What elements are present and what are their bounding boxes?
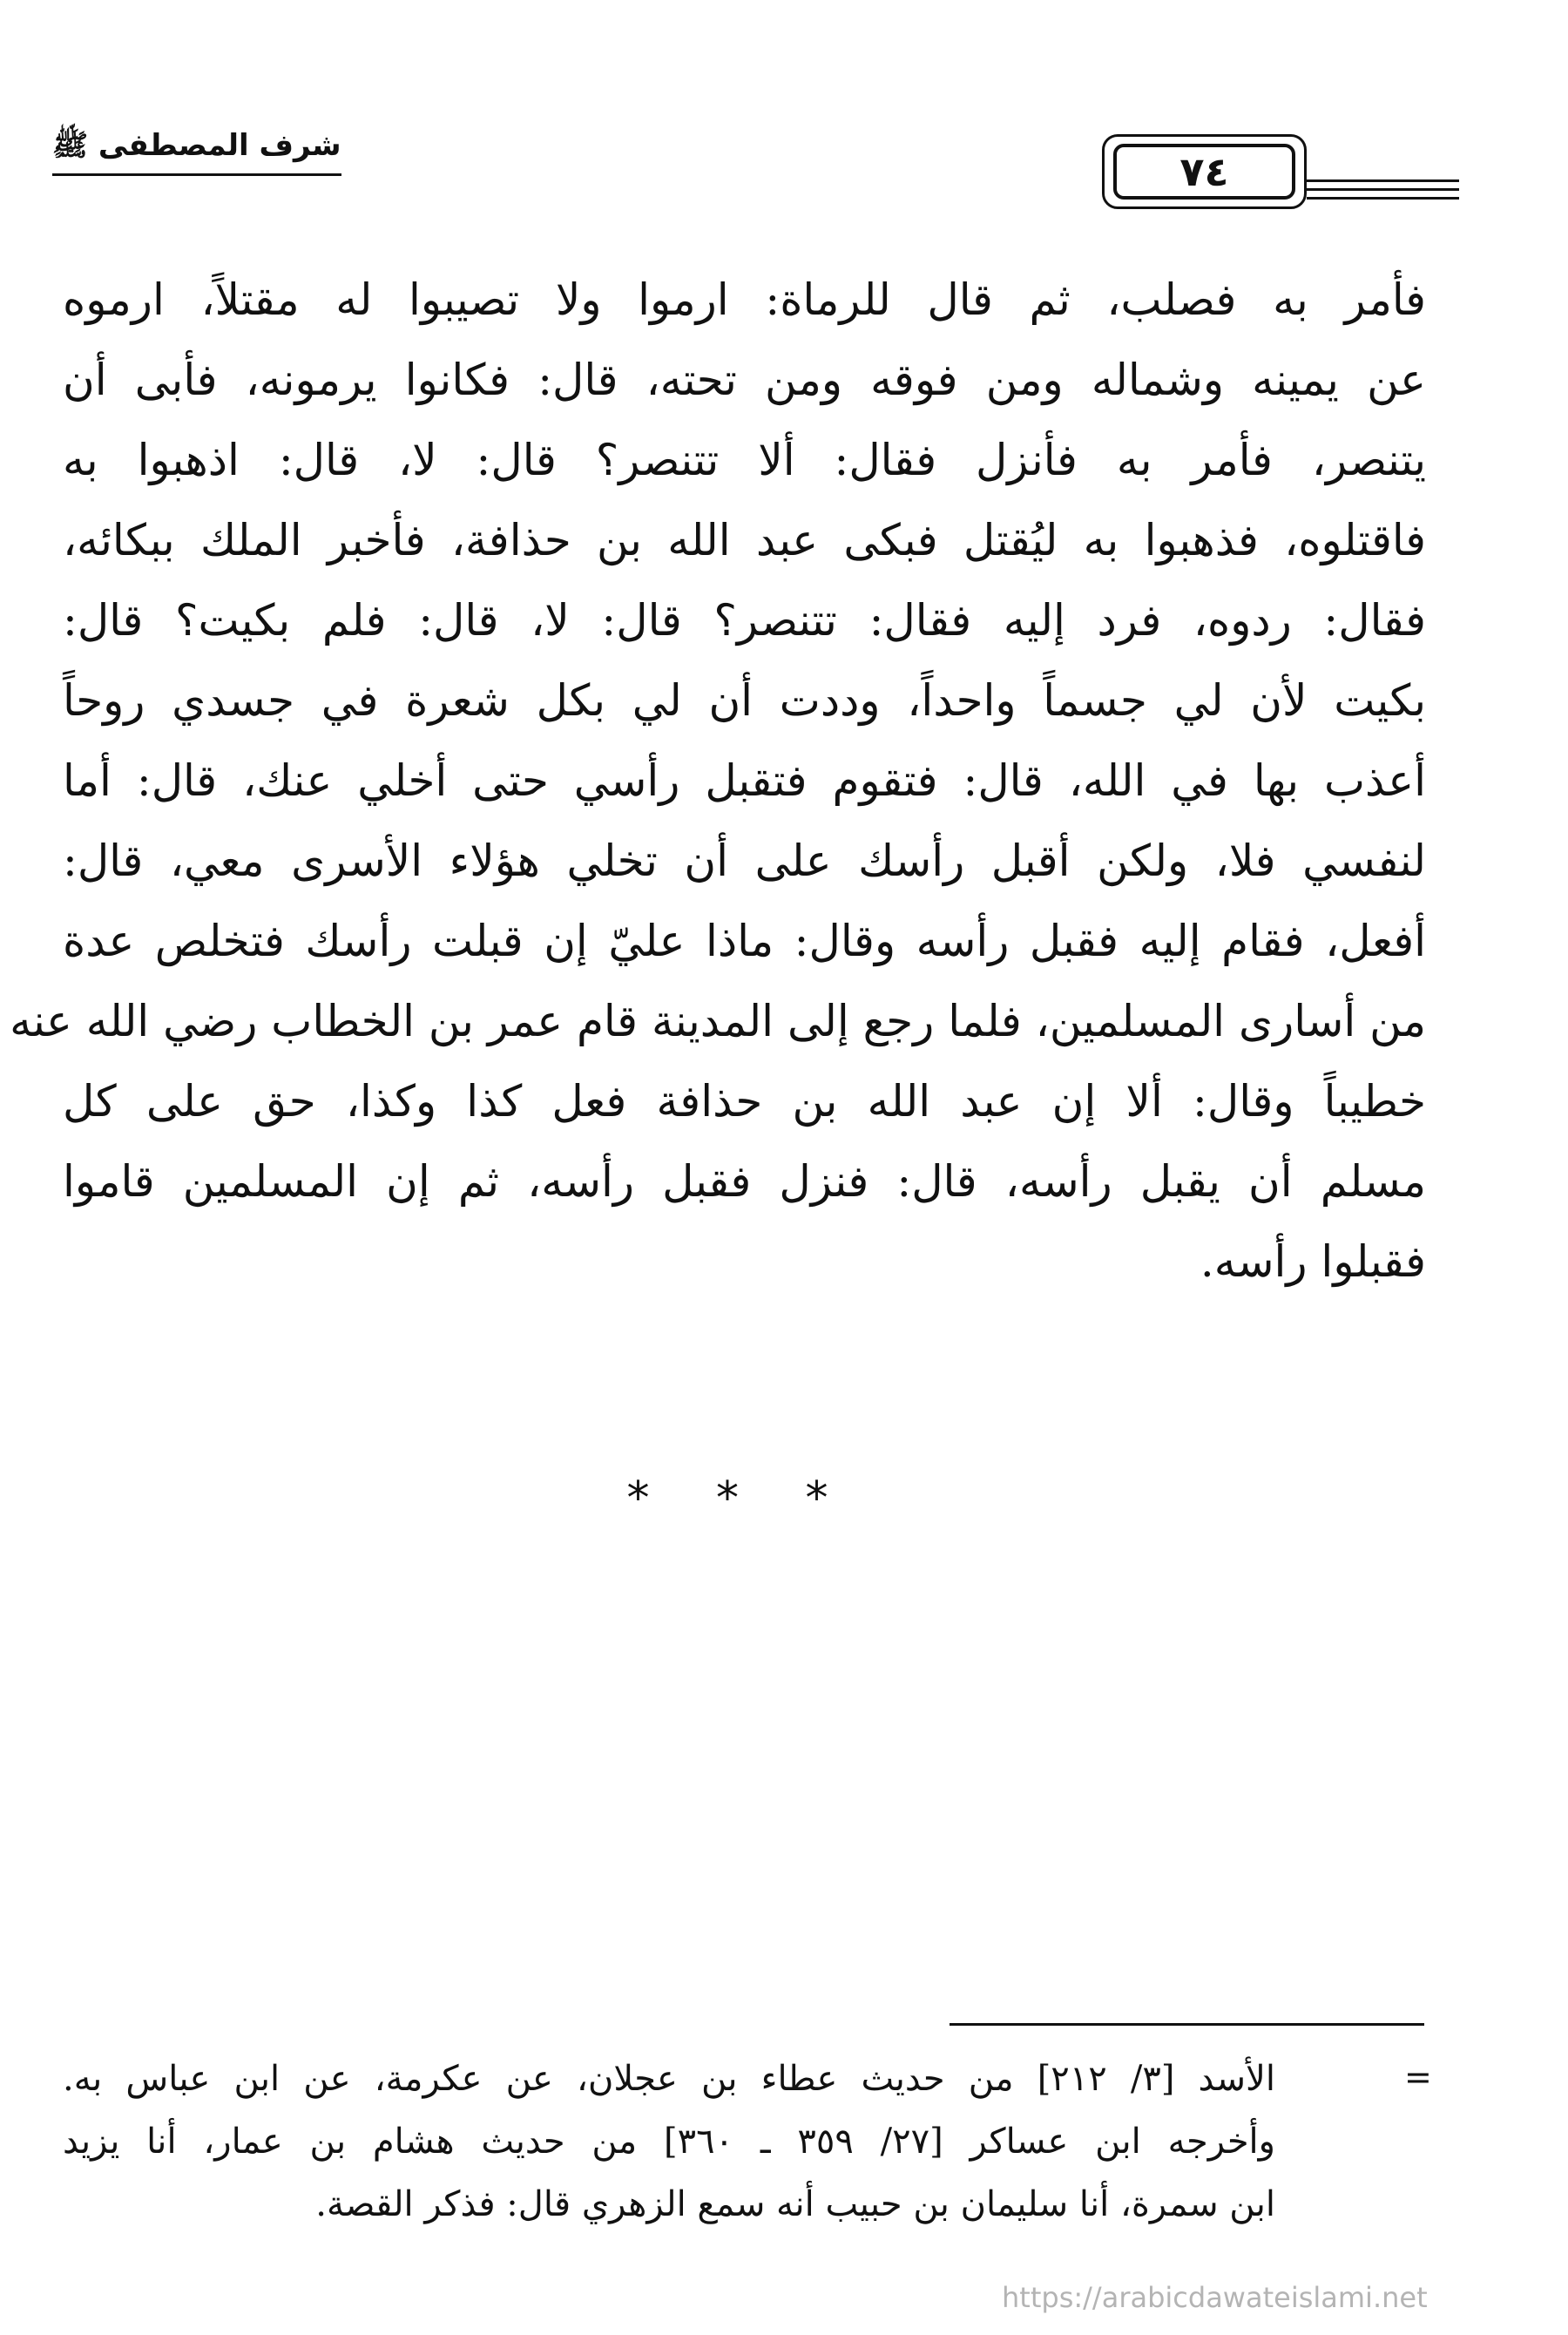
page-number-frame	[1102, 134, 1307, 209]
footnote-continuation-marker: =	[1404, 2058, 1432, 2096]
text-line: بكيت لأن لي جسماً واحداً، وددت أن لي بكل شعرة في جسدي روحاً	[63, 675, 1426, 726]
header-rule	[1307, 179, 1459, 182]
text-line: مسلم أن يقبل رأسه، قال: فنزل فقبل رأسه، ثم إن المسلمين قاموا	[63, 1156, 1426, 1207]
text-line: خطيباً وقال: ألا إن عبد الله بن حذافة فعل كذا وكذا، حق على كل	[63, 1076, 1426, 1127]
footnote-line: ابن سمرة، أنا سليمان بن حبيب أنه سمع الزهري قال: فذكر القصة.	[315, 2184, 1275, 2224]
text-line: فاقتلوه، فذهبوا به ليُقتل فبكى عبد الله بن حذافة، فأخبر الملك ببكائه،	[63, 515, 1426, 565]
footnote-line: الأسد [٣/ ٢١٢] من حديث عطاء بن عجلان، عن عكرمة، عن ابن عباس به.	[63, 2059, 1275, 2099]
section-divider-asterisks: * * *	[626, 1472, 855, 1525]
text-line: فقبلوا رأسه.	[1200, 1236, 1426, 1287]
page-header	[52, 122, 1429, 218]
text-line: يتنصر، فأمر به فأنزل فقال: ألا تتنصر؟ قال: لا، قال: اذهبوا به	[63, 435, 1426, 485]
text-line: فأمر به فصلب، ثم قال للرماة: ارموا ولا تصيبوا له مقتلاً، ارموه	[63, 274, 1426, 325]
text-line: من أسارى المسلمين، فلما رجع إلى المدينة قام عمر بن الخطاب رضي الله عنه	[10, 996, 1426, 1046]
footnote-line: وأخرجه ابن عساكر [٢٧/ ٣٥٩ ـ ٣٦٠] من حديث هشام بن عمار، أنا يزيد	[63, 2122, 1275, 2162]
text-line: عن يمينه وشماله ومن فوقه ومن تحته، قال: فكانوا يرمونه، فأبى أن	[63, 355, 1426, 405]
text-line: لنفسي فلا، ولكن أقبل رأسك على أن تخلي هؤلاء الأسرى معي، قال:	[63, 836, 1426, 886]
text-line: فقال: ردوه، فرد إليه فقال: تتنصر؟ قال: لا، قال: فلم بكيت؟ قال:	[63, 595, 1426, 646]
text-line: أعذب بها في الله، قال: فتقوم فتقبل رأسي حتى أخلي عنك، قال: أما	[63, 755, 1426, 806]
header-rule	[1307, 188, 1459, 191]
page-number: ٧٤	[1113, 144, 1295, 200]
footnote-separator	[950, 2023, 1424, 2026]
running-title: شرف المصطفى ﷺ	[52, 127, 341, 176]
source-watermark: https://arabicdawateislami.net	[1002, 2281, 1428, 2314]
header-rule	[1307, 197, 1459, 200]
main-text	[10, 260, 1426, 1302]
text-line: أفعل، فقام إليه فقبل رأسه وقال: ماذا عليّ إن قبلت رأسك فتخلص عدة	[63, 916, 1426, 966]
footnote	[63, 2047, 1275, 2236]
